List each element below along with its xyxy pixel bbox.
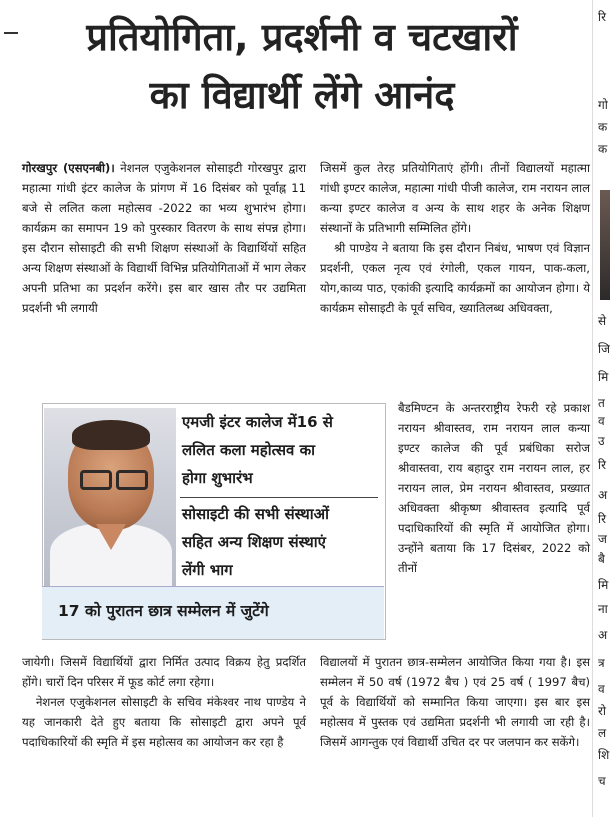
cropped-letter: बै bbox=[598, 552, 605, 566]
headline bbox=[22, 8, 582, 124]
cropped-letter: क bbox=[598, 142, 608, 156]
pullquote-line: सोसाइटी की सभी संस्थाओं bbox=[182, 505, 329, 523]
cropped-letter: अ bbox=[598, 628, 608, 642]
cropped-letter: रो bbox=[598, 704, 607, 718]
cropped-letter: व bbox=[598, 682, 605, 696]
article-paragraph: श्री पाण्डेय ने बताया कि इस दौरान निबंध, भाषण एवं विज्ञान प्रदर्शनी, एकल नृत्य एवं रंगोली, एकल गायन, पाक-कला, योग,काव्य पाठ, एकांकी इत्यादि कार्यक्रमों का आयोजन होगा। ये कार्यक्रम सोसाइटी के पूर्व सचिव, ख्यातिलब्ध अधिवक्ता, bbox=[320, 241, 590, 315]
pullquote-footer-text: 17 को पुरातन छात्र सम्मेलन में जुटेंगे bbox=[58, 602, 269, 620]
cropped-letter: ल bbox=[598, 726, 607, 740]
cropped-letter: ना bbox=[598, 602, 608, 616]
column-2-top bbox=[320, 158, 590, 318]
pullquote-footer bbox=[42, 586, 384, 639]
headline-dash bbox=[4, 32, 18, 34]
column-2-bottom bbox=[320, 652, 590, 752]
pullquote-line: ललित कला महोत्सव का bbox=[182, 441, 316, 459]
cropped-letter: च bbox=[598, 774, 606, 788]
person-photo bbox=[44, 408, 176, 586]
cropped-letter: मि bbox=[598, 370, 609, 384]
cropped-letter: त bbox=[598, 396, 605, 410]
cropped-letter: उ bbox=[598, 434, 605, 448]
pullquote-line: लेंगी भाग bbox=[182, 561, 233, 579]
cropped-letter: क bbox=[598, 120, 608, 134]
cropped-letter: जि bbox=[598, 342, 610, 356]
headline-line-2: का विद्यार्थी लेंगे आनंद bbox=[149, 73, 455, 117]
article-paragraph: जायेगी। जिसमें विद्यार्थियों द्वारा निर्मित उत्पाद विक्रय हेतु प्रदर्शित होंगे। चारों दिन परिसर में फूड कोर्ट लगा रहेगा। bbox=[22, 655, 306, 689]
column-1-bottom bbox=[22, 652, 306, 752]
cropped-letter: ज bbox=[598, 532, 607, 546]
pullquote-line: होगा शुभारंभ bbox=[182, 469, 253, 487]
cropped-letter: से bbox=[598, 314, 607, 328]
column-2-middle bbox=[398, 398, 590, 578]
cropped-letter: अ bbox=[598, 488, 608, 502]
column-divider bbox=[592, 0, 593, 817]
article-paragraph: विद्यालयों में पुरातन छात्र-सम्मेलन आयोजित किया गया है। इस सम्मेलन में 50 वर्ष (1972 बैच ) एवं 25 वर्ष ( 1997 बैच) पूर्व के विद्यार्थियों को सम्मानित किया जाएगा। इस बार इस महोत्सव में पुस्तक एवं उद्यमिता प्रदर्शनी भी लगायी जा रही है। जिसमें आगन्तुक एवं विद्यार्थी उचित दर पर जलपान कर सकेंगे। bbox=[320, 655, 590, 749]
article-paragraph: जिसमें कुल तेरह प्रतियोगिताएं होंगी। तीनों विद्यालयों महात्मा गांधी इण्टर कालेज, महात्मा गांधी पीजी कालेज, राम नरायन लाल कन्या इण्टर कालेज व अन्य के साथ शहर के अनेक शिक्षण संस्थानों के प्रतिभागी सम्मिलित होंगे। bbox=[320, 161, 590, 235]
headline-line-1: प्रतियोगिता, प्रदर्शनी व चटखारों bbox=[86, 15, 518, 59]
cropped-letter: शि bbox=[598, 748, 610, 762]
cropped-letter: रि bbox=[598, 458, 607, 472]
cropped-letter: त्र bbox=[598, 656, 605, 670]
article-text-col1-top: नेशनल एजुकेशनल सोसाइटी गोरखपुर द्वारा महात्मा गांधी इंटर कालेज के प्रांगण में 16 दिसंबर को पूर्वाह्न 11 बजे से ललित कला महोत्सव -2022 का भव्य शुभारंभ होगा। कार्यक्रम का समापन 19 को पुरस्कार वितरण के साथ संपन्न होगा। इस दौरान सोसाइटी की सभी शिक्षण संस्थाओं के विद्यार्थियों सहित अन्य शिक्षण संस्थाओं के विद्यार्थी विभिन्न प्रतियोगिताओं में भाग लेकर अपनी प्रतिभा का प्रदर्शन करेंगे। इस बार खास तौर पर उद्यमिता प्रदर्शनी भी लगायी bbox=[22, 161, 306, 315]
cropped-letter: रि bbox=[598, 512, 607, 526]
pullquote-line: सहित अन्य शिक्षण संस्थाएं bbox=[182, 533, 326, 551]
pullquote-line: एमजी इंटर कालेज में16 से bbox=[182, 413, 333, 431]
article-paragraph: बैडमिण्टन के अन्तरराष्ट्रीय रेफरी रहे प्रकाश नरायन श्रीवास्तव, राम नरायन लाल कन्या इण्टर कालेज की पूर्व प्रबंधिका सरोज श्रीवास्तवा, राय बहादुर राम नरायन लाल, हर नरायन लाल, प्रेम नरायन श्रीवास्तव, प्रख्यात अधिवक्ता श्रीकृष्ण श्रीवास्तव इत्यादि पूर्व पदाधिकारियों की स्मृति में आयोजित होगा। उन्होंने बताया कि 17 दिसंबर, 2022 को तीनों bbox=[398, 401, 590, 575]
cropped-photo bbox=[600, 190, 610, 300]
dateline: गोरखपुर (एसएनबी)। bbox=[22, 161, 115, 175]
column-1-top bbox=[22, 158, 306, 318]
article-paragraph: नेशनल एजुकेशनल सोसाइटी के सचिव मंकेश्वर नाथ पाण्डेय ने यह जानकारी देते हुए बताया कि सोसाइटी द्वारा अपने पूर्व पदाधिकारियों की स्मृति में इस महोत्सव का आयोजन कर रहा है bbox=[22, 695, 306, 749]
pullquote-divider bbox=[180, 497, 378, 498]
cropped-letter: रि bbox=[598, 10, 607, 24]
cropped-letter: गो bbox=[598, 98, 608, 112]
cropped-letter: व bbox=[598, 414, 605, 428]
cropped-letter: मि bbox=[598, 578, 609, 592]
